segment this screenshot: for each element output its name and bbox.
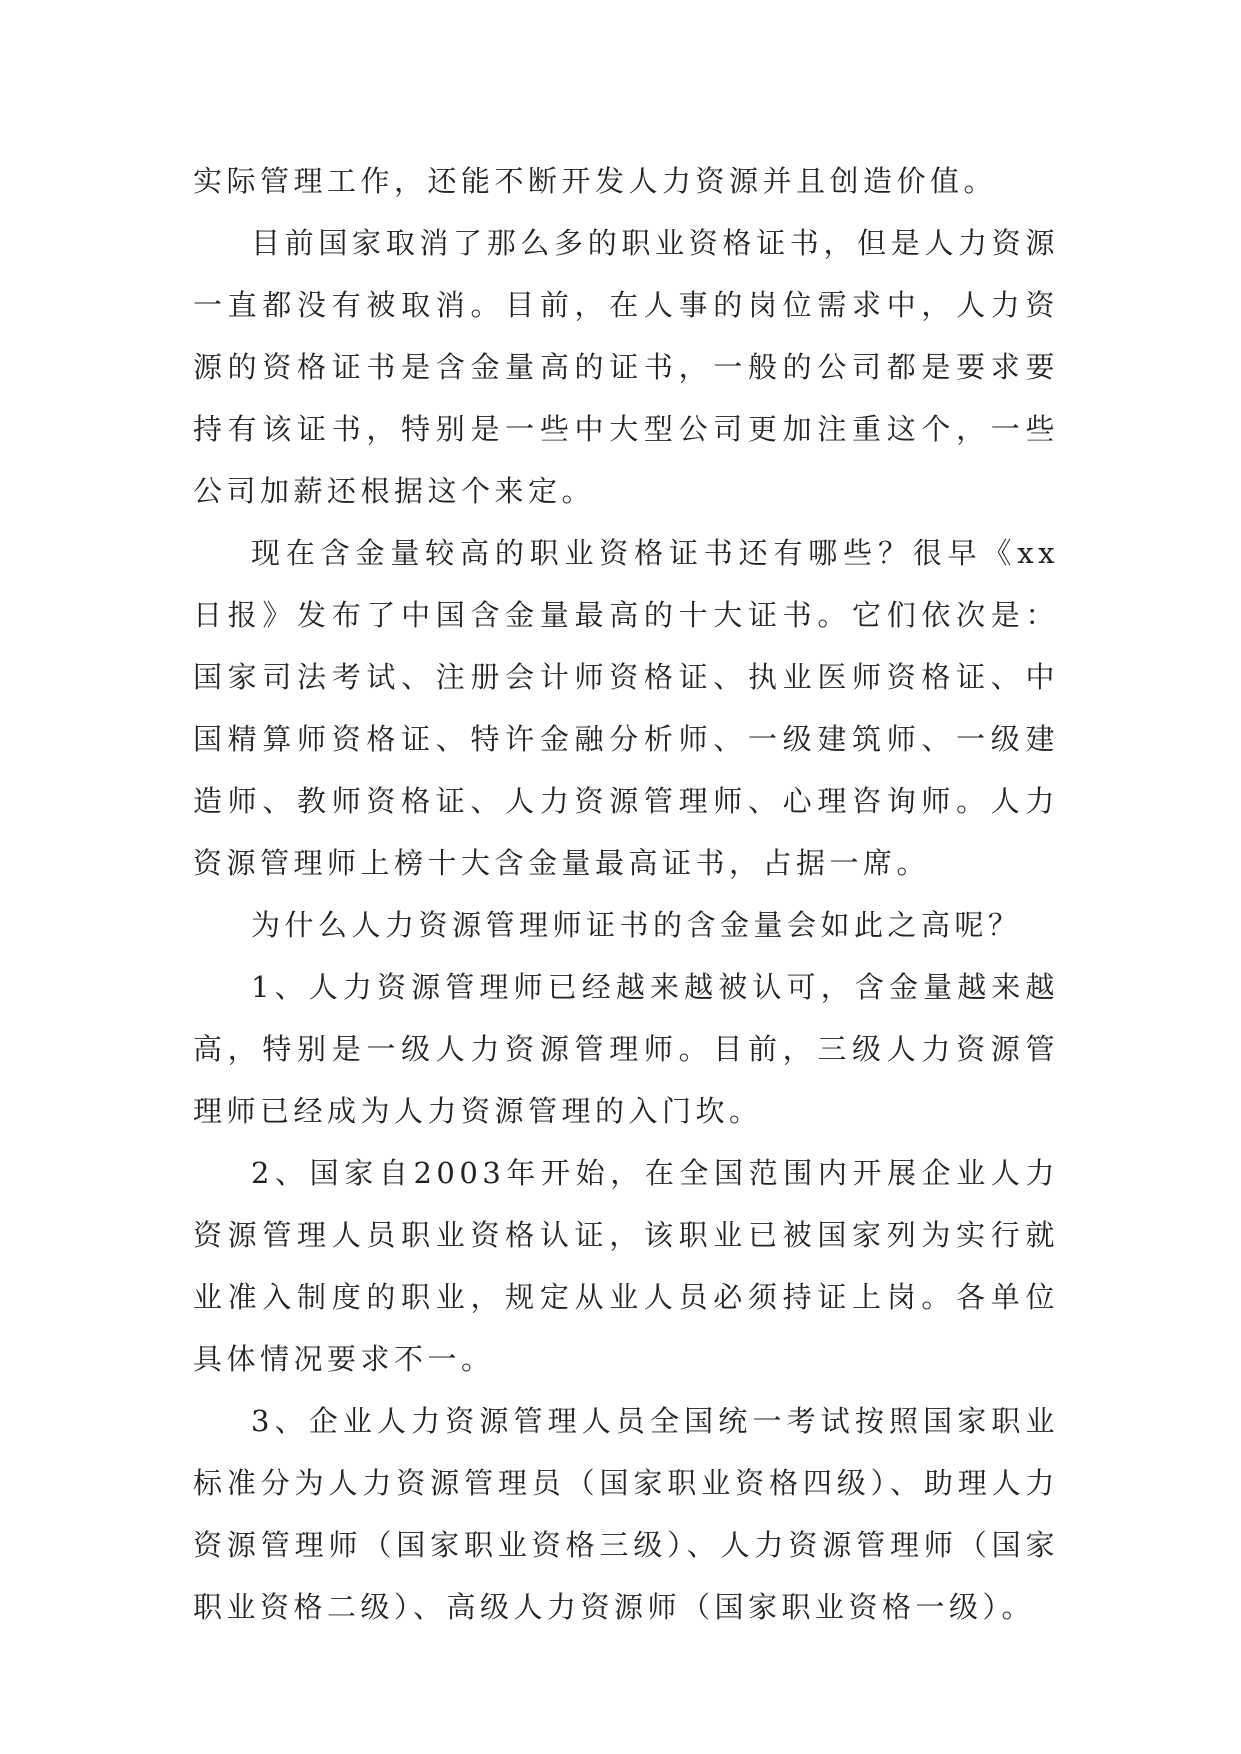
paragraph-question: 为什么人力资源管理师证书的含金量会如此之高呢？ xyxy=(251,908,1022,942)
paragraph-top-ten-certificates: 现在含金量较高的职业资格证书还有哪些？很早《xx日报》发布了中国含金量最高的十大证书。它们依次是：国家司法考试、注册会计师资格证、执业医师资格证、中国精算师资格证、特许金融分析师、一级建筑师、一级建造师、教师资格证、人力资源管理师、心理咨询师。人力资源管理师上榜十大含金量最高证书，占据一席。 xyxy=(193,536,1059,880)
paragraph-continuation: 实际管理工作，还能不断开发人力资源并且创造价值。 xyxy=(193,164,998,198)
paragraph-point-2: 2、国家自2003年开始，在全国范围内开展企业人力资源管理人员职业资格认证，该职业已被国家列为实行就业准入制度的职业，规定从业人员必须持证上岗。各单位具体情况要求不一。 xyxy=(193,1156,1059,1376)
paragraph-point-1: 1、人力资源管理师已经越来越被认可，含金量越来越高，特别是一级人力资源管理师。目前，三级人力资源管理师已经成为人力资源管理的入门坎。 xyxy=(193,970,1059,1128)
document-body xyxy=(193,150,1059,1638)
paragraph-point-3: 3、企业人力资源管理人员全国统一考试按照国家职业标准分为人力资源管理员（国家职业资格四级）、助理人力资源管理师（国家职业资格三级）、人力资源管理师（国家职业资格二级）、高级人力资源师（国家职业资格一级）。 xyxy=(193,1404,1059,1624)
paragraph-certificate-demand: 目前国家取消了那么多的职业资格证书，但是人力资源一直都没有被取消。目前，在人事的岗位需求中，人力资源的资格证书是含金量高的证书，一般的公司都是要求要持有该证书，特别是一些中大型公司更加注重这个，一些公司加薪还根据这个来定。 xyxy=(193,226,1059,508)
